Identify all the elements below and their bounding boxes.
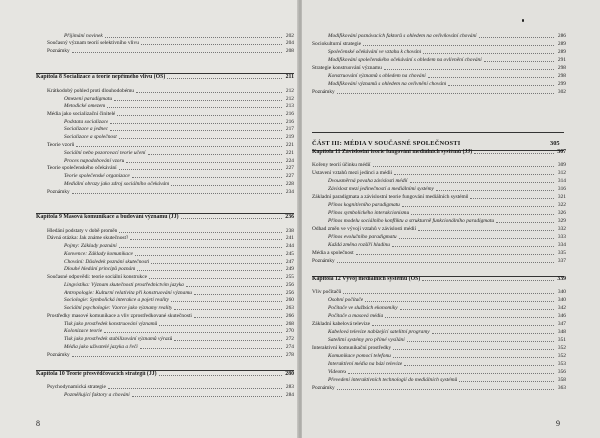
toc-leader-dots (393, 357, 554, 358)
toc-entry-title: Přínos evolučního paradigmatu (328, 234, 397, 240)
toc-entry-title: Socializace a společnost (64, 134, 117, 140)
toc-page-number: 333 (557, 234, 566, 240)
toc-page-number: 270 (285, 328, 294, 334)
toc-entry-title: Proces napodobování vzoru (64, 158, 125, 164)
toc-entry-title: Modifikování poznávacích faktorů s ohledem na ovlivňování chování (328, 33, 477, 39)
toc-leader-dots (181, 218, 282, 219)
toc-leader-dots (174, 340, 282, 341)
toc-entry (328, 376, 566, 384)
toc-leader-dots (400, 309, 554, 310)
toc-page-number: 351 (557, 337, 566, 343)
toc-entry (312, 161, 566, 169)
toc-entry-title: Poznámky (47, 189, 70, 195)
toc-leader-dots (448, 85, 554, 86)
toc-leader-dots (422, 280, 554, 281)
toc-entry (312, 193, 566, 201)
toc-leader-dots (479, 37, 554, 38)
toc-entry (64, 172, 294, 180)
toc-chapter-heading (36, 370, 294, 378)
part-title: ČÁST III: MÉDIA V SOUČASNÉ SPOLEČNOSTI (312, 140, 461, 147)
toc-page-number: 346 (557, 313, 566, 319)
toc-entry (47, 312, 294, 320)
toc-leader-dots (119, 169, 282, 170)
toc-page-number: 309 (557, 162, 566, 168)
toc-leader-dots (459, 381, 554, 382)
toc-entry-title: Interaktivní komunikační prostředky (312, 345, 392, 351)
toc-entry (312, 344, 566, 352)
toc-entry (64, 125, 294, 133)
toc-entry (312, 320, 566, 328)
toc-entry (328, 217, 566, 225)
toc-entry (328, 336, 566, 344)
toc-entry-title: Tisk jako prostředek stabilizování významů výrazů (64, 336, 173, 342)
toc-page-number: 213 (285, 103, 294, 109)
toc-page-number: 340 (557, 289, 566, 295)
toc-leader-dots (72, 356, 282, 357)
toc-entry (312, 169, 566, 177)
toc-entry-title: Lingvistika: Význam skutečnosti prostřednictvím jazyka (64, 282, 184, 288)
toc-leader-dots (132, 177, 282, 178)
toc-page-number: 352 (557, 353, 566, 359)
toc-entry-title: Teorie vzorů (47, 142, 75, 148)
toc-entry-title: Komunikace pomocí telefonu (328, 353, 391, 359)
toc-leader-dots (141, 44, 282, 45)
toc-page-number: 283 (285, 384, 294, 390)
toc-entry-title: Prostředky masové komunikace a vliv zprostředkované skutečnosti (47, 313, 192, 319)
toc-entry (312, 88, 566, 96)
toc-page-number: 266 (285, 313, 294, 319)
toc-page-number: 234 (285, 189, 294, 195)
toc-entry-title: Současné odpovědi: teorie sociální konstrukce (47, 274, 148, 280)
toc-leader-dots (110, 130, 282, 131)
toc-leader-dots (136, 92, 282, 93)
toc-leader-dots (365, 301, 554, 302)
toc-entry-title: Poznámky (312, 385, 335, 391)
toc-entry-title: Poznámky (47, 352, 70, 358)
toc-page-number: 363 (557, 385, 566, 391)
toc-entry-title: Teorie společenského očekávání (47, 165, 117, 171)
toc-page-number: 286 (557, 33, 566, 39)
toc-entry-title: Přijímání novinek (64, 33, 103, 39)
toc-entry (328, 328, 566, 336)
toc-entry (312, 40, 566, 48)
toc-chapter-heading (36, 73, 294, 81)
toc-entry (64, 391, 294, 399)
toc-entry-title: Satelitní systémy pro přímé vysílání (328, 337, 405, 343)
toc-page-number: 245 (285, 251, 294, 257)
toc-entry-title: Média a společnost (312, 250, 354, 256)
toc-chapter-heading (312, 275, 566, 283)
toc-page-number: 216 (285, 119, 294, 125)
toc-leader-dots (171, 185, 282, 186)
toc-page-number: 316 (557, 186, 566, 192)
toc-page-number: 289 (557, 41, 566, 47)
toc-entry-title: Závislost mezi jedinečností a mediálními systémy (328, 186, 434, 192)
toc-entry-title: Psychodynamická strategie (47, 384, 106, 390)
toc-entry-title: Každá změna rozšíří hladinu (328, 242, 390, 248)
toc-leader-dots (194, 294, 282, 295)
toc-entry (328, 304, 566, 312)
toc-entry-title: Poznámky (312, 258, 335, 264)
toc-leader-dots (132, 396, 282, 397)
toc-leader-dots (407, 341, 554, 342)
part-rule (312, 132, 564, 133)
toc-entry-title: Převedení interaktivních technologií do mediálních systémů (328, 377, 458, 383)
toc-entry-title: Antropologie: Kulturní relativita při konstruování významu (64, 290, 192, 296)
toc-leader-dots (114, 100, 282, 101)
toc-page-number: 274 (285, 344, 294, 350)
toc-entry (47, 141, 294, 149)
toc-leader-dots (470, 198, 554, 199)
toc-entry-title: Teorie společenské organizace (64, 173, 130, 179)
toc-entry (47, 188, 294, 196)
toc-page-number: 260 (285, 297, 294, 303)
toc-entry (64, 343, 294, 351)
toc-page-number: 244 (285, 243, 294, 249)
toc-page-number: 352 (557, 345, 566, 351)
toc-page-number: 334 (557, 242, 566, 248)
toc-page-number: 256 (285, 282, 294, 288)
toc-leader-dots (411, 214, 554, 215)
toc-entry-title: Socializace a jednec (64, 126, 109, 132)
toc-entry (328, 368, 566, 376)
toc-page-number: 212 (285, 96, 294, 102)
toc-page-number: 202 (285, 33, 294, 39)
toc-page-number: 241 (285, 235, 294, 241)
part-page: 305 (550, 140, 560, 147)
toc-leader-dots (72, 52, 282, 53)
toc-entry-title: Média jako uživatelé jazyka a řeči (64, 344, 138, 350)
toc-leader-dots (174, 309, 282, 310)
toc-entry (328, 80, 566, 88)
toc-leader-dots (151, 263, 282, 264)
toc-entry (64, 265, 294, 273)
toc-entry (328, 312, 566, 320)
toc-leader-dots (135, 255, 282, 256)
toc-entry (64, 149, 294, 157)
toc-page-number: 312 (557, 170, 566, 176)
toc-leader-dots (337, 262, 554, 263)
toc-entry-title: Kapitola 12 Vývoj mediálních systémů (OŠ) (312, 276, 421, 282)
toc-leader-dots (149, 278, 282, 279)
toc-page-number: 236 (285, 214, 294, 220)
toc-leader-dots (496, 222, 554, 223)
toc-entry-title: Kapitola 11 Závislostní teorie fungování mediálních systémů (JJ) (312, 149, 473, 155)
toc-entry-title: Kořeny teorií účinku médií (312, 162, 371, 168)
toc-leader-dots (72, 193, 282, 194)
toc-entry-title: Hledání podstaty v době proměn (47, 228, 118, 234)
toc-entry (328, 32, 566, 40)
toc-leader-dots (107, 107, 282, 108)
toc-entry (64, 296, 294, 304)
toc-page-number: 326 (557, 210, 566, 216)
toc-leader-dots (140, 348, 282, 349)
toc-entry-title: Omezení paradigmatu (64, 96, 113, 102)
toc-entry-title: Dvousměrná povaha závislosti médií (328, 178, 408, 184)
toc-leader-dots (404, 365, 554, 366)
toc-entry-title: Videotex (328, 369, 347, 375)
toc-page-number: 255 (285, 274, 294, 280)
toc-entry-title: Ustavení vztahů mezi jedinci a médii (312, 170, 393, 176)
toc-entry-title: Současný význam teorií selektivního vlivu (47, 40, 139, 46)
toc-entry (328, 360, 566, 368)
toc-leader-dots (130, 239, 282, 240)
toc-leader-dots (432, 333, 554, 334)
toc-leader-dots (159, 375, 282, 376)
toc-leader-dots (484, 61, 554, 62)
toc-entry-title: Odhad změn ve vývoji vztahů v závislosti médií (312, 226, 417, 232)
toc-page-number: 348 (557, 329, 566, 335)
toc-leader-dots (356, 254, 554, 255)
toc-entry-title: Poznámky (47, 48, 70, 54)
toc-page-number: 358 (557, 377, 566, 383)
toc-page-number: 249 (285, 266, 294, 272)
toc-entry-title: Dávná otázka: Jak známe skutečnost? (47, 235, 129, 241)
toc-page-number: 238 (285, 228, 294, 234)
toc-leader-dots (76, 146, 282, 147)
toc-leader-dots (110, 123, 282, 124)
toc-page-number: 278 (285, 352, 294, 358)
toc-chapter-heading (312, 148, 566, 156)
toc-leader-dots (474, 153, 554, 154)
toc-page-number: 219 (285, 134, 294, 140)
toc-entry (47, 110, 294, 118)
toc-chapter-heading (36, 213, 294, 221)
toc-page-number: 289 (557, 49, 566, 55)
toc-entry (47, 383, 294, 391)
toc-entry-title: Přínos modelu sociálního konfliktu a strukturně funkcionálního paradigmatu (328, 218, 495, 224)
toc-entry (328, 241, 566, 249)
toc-entry (328, 72, 566, 80)
toc-leader-dots (394, 174, 554, 175)
toc-entry-title: Přínos symbolického interakcionismu (328, 210, 410, 216)
toc-leader-dots (119, 232, 282, 233)
toc-page-number: 212 (285, 88, 294, 94)
toc-entry-title: Kapitola 8 Socializace a teorie nepřímého vlivu (OŠ) (36, 74, 166, 80)
toc-leader-dots (194, 317, 282, 318)
toc-entry-title: Interaktivní média na bázi televize (328, 361, 403, 367)
toc-leader-dots (137, 270, 282, 271)
toc-page-number: 337 (557, 258, 566, 264)
toc-entry-title: Přínos kognitivního paradigmatu (328, 202, 400, 208)
toc-page-number: 208 (285, 48, 294, 54)
toc-entry-title: Společenské očekávání ve vztahu k chování (328, 49, 422, 55)
toc-entry (47, 47, 294, 55)
toc-entry (47, 164, 294, 172)
toc-page-number: 291 (557, 57, 566, 63)
toc-leader-dots (343, 293, 554, 294)
toc-entry-title: Modifikování významů s ohledem na ovlivnění chování (328, 81, 447, 87)
toc-leader-dots (399, 238, 554, 239)
toc-leader-dots (337, 93, 554, 94)
toc-entry (64, 242, 294, 250)
toc-entry-title: Modifikování společenského očekávání s ohledem na ovlivnění chování (328, 57, 482, 63)
toc-page-number: 247 (285, 259, 294, 265)
toc-leader-dots (186, 286, 282, 287)
toc-entry-title: Konvence: Základy komunikace (64, 251, 133, 257)
toc-entry (47, 273, 294, 281)
toc-leader-dots (148, 154, 282, 155)
toc-page-number: 329 (557, 218, 566, 224)
toc-entry-title: Kapitola 10 Teorie přesvědčovacích strategií (JJ) (36, 371, 157, 377)
toc-entry-title: Počítače ve službách ekonomiky (328, 305, 398, 311)
toc-page-number: 347 (557, 321, 566, 327)
toc-entry-title: Kapitola 9 Masová komunikace a budování významu (JJ) (36, 214, 179, 220)
toc-page-number: 227 (285, 165, 294, 171)
toc-entry (312, 249, 566, 257)
toc-entry (312, 288, 566, 296)
toc-entry-title: Sociokulturní strategie (312, 41, 361, 47)
toc-page-number: 272 (285, 336, 294, 342)
toc-page-number: 263 (285, 305, 294, 311)
toc-entry-title: Krátkodobý pohled proti dlouhodobému (47, 88, 134, 94)
toc-page-number: 221 (285, 150, 294, 156)
toc-page-number: 256 (285, 290, 294, 296)
toc-entry (312, 225, 566, 233)
toc-entry-title: Dlouhé hledání principů poznání (64, 266, 136, 272)
toc-page-number: 335 (557, 250, 566, 256)
toc-page-number: 217 (285, 126, 294, 132)
toc-page-number: 299 (557, 81, 566, 87)
toc-page-number: 298 (557, 73, 566, 79)
toc-page-number: 342 (557, 305, 566, 311)
toc-entry (64, 335, 294, 343)
toc-entry (328, 296, 566, 304)
toc-page-number: 307 (557, 149, 566, 155)
toc-page-number: 321 (557, 194, 566, 200)
toc-entry (312, 64, 566, 72)
toc-page-number: 284 (285, 392, 294, 398)
toc-page-number: 339 (557, 276, 566, 282)
toc-entry-title: Kolonizace teorie (64, 328, 103, 334)
toc-entry (64, 304, 294, 312)
toc-leader-dots (373, 166, 554, 167)
toc-entry-title: Počítače a masová média (328, 313, 384, 319)
toc-entry (64, 250, 294, 258)
toc-entry-title: Základní kabelová televize (312, 321, 371, 327)
toc-leader-dots (119, 247, 282, 248)
toc-leader-dots (363, 45, 554, 46)
toc-page-number: 224 (285, 158, 294, 164)
right-page-number: 9 (556, 419, 560, 428)
toc-leader-dots (372, 325, 554, 326)
toc-leader-dots (159, 325, 282, 326)
toc-page-number: 340 (557, 297, 566, 303)
toc-entry (64, 102, 294, 110)
toc-leader-dots (384, 69, 554, 70)
toc-entry-title: Metodické omezení (64, 103, 106, 109)
toc-entry-title: Tisk jako prostředek konstruování významů (64, 321, 158, 327)
toc-entry (328, 56, 566, 64)
toc-leader-dots (117, 115, 282, 116)
toc-leader-dots (410, 182, 554, 183)
toc-entry-title: Podstata socializace (64, 119, 109, 125)
toc-leader-dots (348, 373, 554, 374)
toc-page-number: 353 (557, 361, 566, 367)
toc-entry-title: Chování: Důsledek poznání skutečnosti (64, 259, 150, 265)
toc-entry (328, 352, 566, 360)
toc-entry-title: Pojmy: Základy poznání (64, 243, 117, 249)
toc-entry-title: Sociologie: Symbolická interakce a pojetí reality (64, 297, 170, 303)
toc-entry (64, 180, 294, 188)
toc-entry (64, 327, 294, 335)
toc-page-number: 221 (285, 142, 294, 148)
toc-entry-title: Mediální obrazy jako zdroj sociálního očekávání (64, 181, 170, 187)
toc-page-number: 211 (285, 74, 294, 80)
toc-leader-dots (119, 138, 282, 139)
toc-entry-title: Základní paradigmata a závislostní teorie fungování mediálních systémů (312, 194, 469, 200)
toc-entry-title: Sociální psychologie: Vzorce jako významy reality (64, 305, 173, 311)
toc-entry-title: Média jako socializační činitelé (47, 111, 116, 117)
left-page-number: 8 (36, 419, 40, 428)
toc-entry-title: Sociální nebo pozorovací teorie učení (64, 150, 146, 156)
toc-entry (328, 209, 566, 217)
toc-page-number: 322 (557, 202, 566, 208)
toc-leader-dots (393, 349, 554, 350)
toc-page-number: 216 (285, 111, 294, 117)
toc-page-number: 356 (557, 369, 566, 375)
toc-leader-dots (402, 206, 554, 207)
toc-entry (328, 201, 566, 209)
toc-page-number: 298 (557, 65, 566, 71)
toc-entry-title: Poznámky (312, 89, 335, 95)
toc-page-number: 268 (285, 321, 294, 327)
toc-leader-dots (104, 332, 282, 333)
toc-entry (64, 281, 294, 289)
toc-entry (47, 87, 294, 95)
toc-page-number: 280 (285, 371, 294, 377)
toc-entry (328, 185, 566, 193)
print-mark (522, 19, 524, 22)
toc-leader-dots (108, 388, 282, 389)
toc-entry (64, 133, 294, 141)
toc-page-number: 302 (557, 89, 566, 95)
toc-entry (47, 39, 294, 47)
toc-leader-dots (337, 389, 554, 390)
toc-leader-dots (171, 301, 282, 302)
toc-leader-dots (423, 53, 554, 54)
toc-page-number: 314 (557, 178, 566, 184)
toc-page-number: 204 (285, 40, 294, 46)
toc-leader-dots (436, 190, 554, 191)
toc-leader-dots (392, 246, 554, 247)
toc-page-number: 227 (285, 173, 294, 179)
toc-entry-title: Strategie konstruování významu (312, 65, 382, 71)
toc-entry-title: Konstruování významů s ohledem na chování (328, 73, 426, 79)
toc-leader-dots (167, 78, 282, 79)
toc-entry (47, 234, 294, 242)
toc-entry (312, 257, 566, 265)
toc-leader-dots (126, 162, 282, 163)
toc-entry (328, 233, 566, 241)
toc-entry (47, 351, 294, 359)
toc-leader-dots (385, 317, 554, 318)
toc-leader-dots (105, 37, 282, 38)
toc-leader-dots (428, 77, 554, 78)
toc-entry (312, 384, 566, 392)
toc-entry-title: Osobní počítače (328, 297, 364, 303)
toc-page-number: 228 (285, 181, 294, 187)
toc-entry-title: Vliv počítačů (312, 289, 342, 295)
toc-entry (328, 177, 566, 185)
toc-entry-title: Pozměňující faktory a chování (64, 392, 130, 398)
toc-leader-dots (418, 230, 554, 231)
toc-entry (328, 48, 566, 56)
toc-page-number: 332 (557, 226, 566, 232)
toc-entry-title: Kabelová televize nabízející satelitní programy (328, 329, 430, 335)
